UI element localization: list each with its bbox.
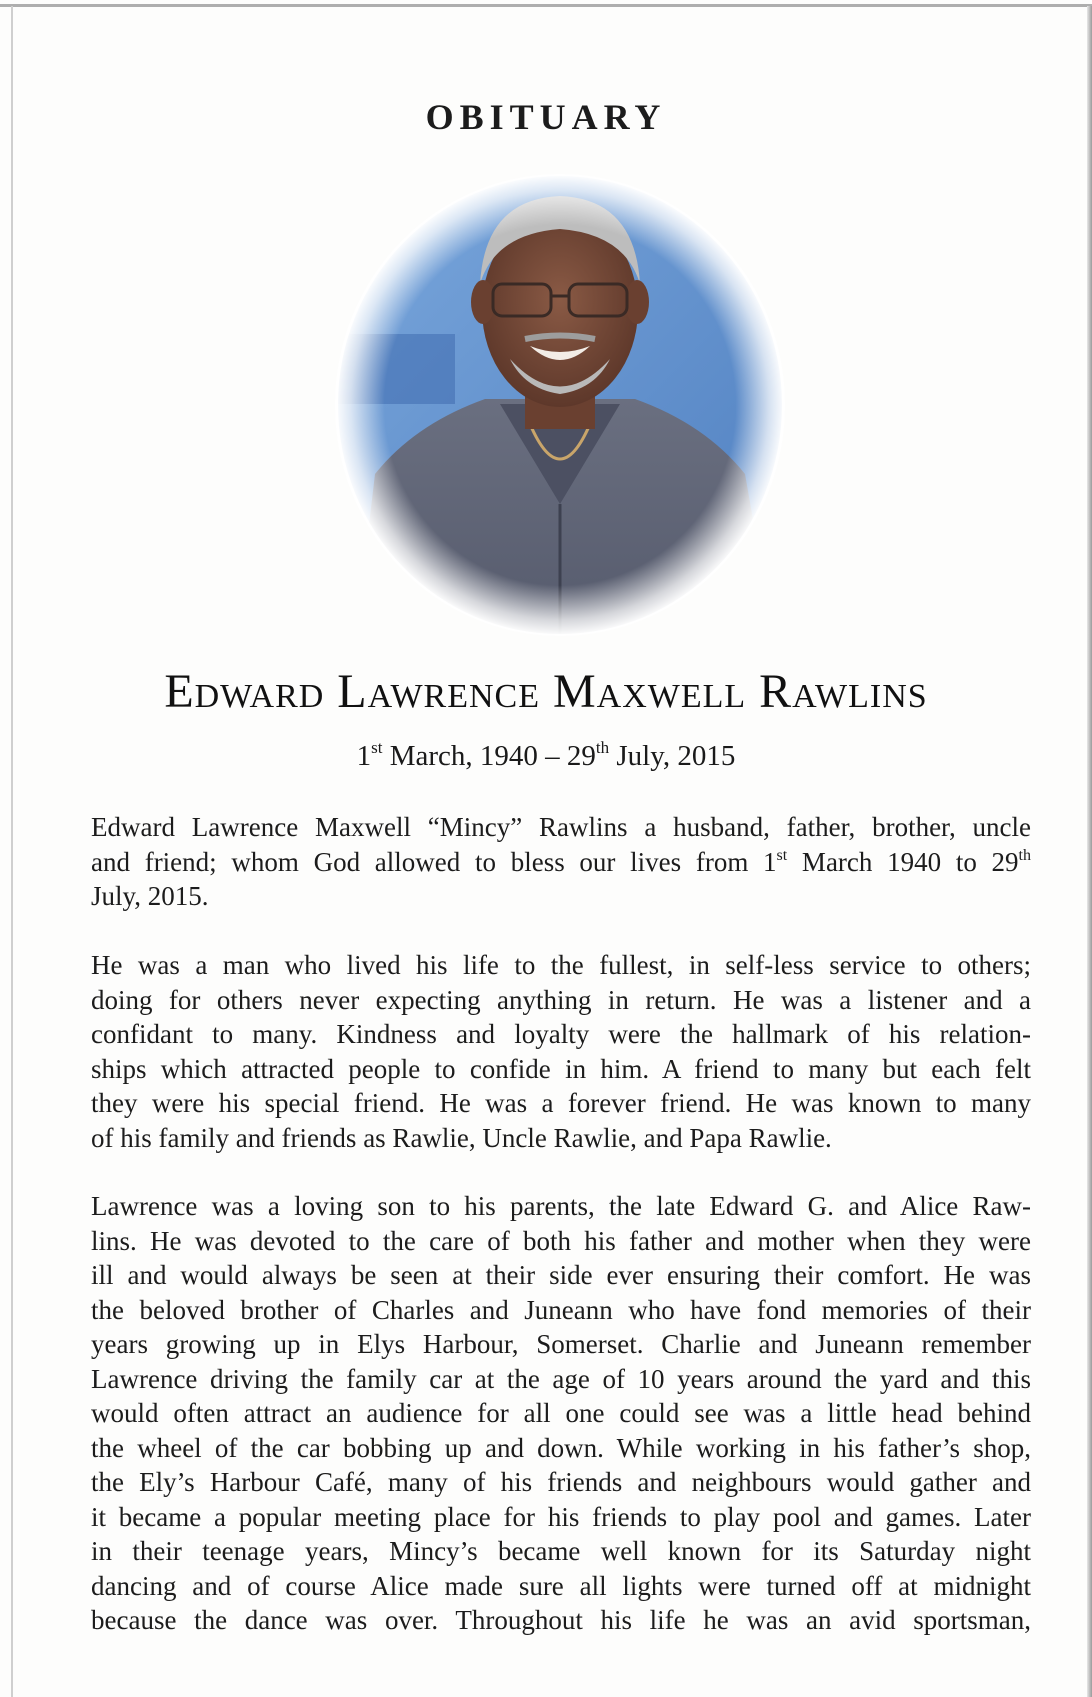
intro-line2-sup-1: st [776,846,788,864]
paragraph-line: confidant to many. Kindness and loyalty were the hallmark of his relation- [91,1019,1031,1049]
paragraph-line: ill and would always be seen at their side ever ensuring their comfort. He was [91,1260,1031,1290]
portrait-photo [335,174,785,636]
paragraph-line: in their teenage years, Mincy’s became well known for its Saturday night [91,1536,1031,1566]
paragraph-line: He was a man who lived his life to the fullest, in self-less service to others; [91,950,1031,980]
paragraph-line: ships which attracted people to confide in him. A friend to many but each felt [91,1053,1031,1084]
paragraph-line [91,845,1031,880]
scan-edge-left [11,6,13,1697]
paragraph-intro [91,810,1031,914]
paragraph-character [91,948,1031,1155]
paragraph-line: Edward Lawrence Maxwell “Mincy” Rawlins a husband, father, brother, uncle [91,812,1031,842]
birth-day-suffix: st [371,738,383,757]
scan-edge-top [0,4,1092,7]
paragraph-line: July, 2015. [91,881,209,911]
paragraph-line: of his family and friends as Rawlie, Uncle Rawlie, and Papa Rawlie. [91,1122,832,1153]
life-dates [0,740,1092,773]
paragraph-line: Lawrence was a loving son to his parents, the late Edward G. and Alice Raw- [91,1191,1031,1221]
paragraph-line: dancing and of course Alice made sure all lights were turned off at midnight [91,1570,1031,1601]
paragraph-line: they were his special friend. He was a forever friend. He was known to many [91,1088,1031,1118]
paragraph-line: would often attract an audience for all one could see was a little head behind [91,1398,1031,1428]
birth-day: 1 [356,740,372,772]
paragraph-line: doing for others never expecting anything in return. He was a listener and a [91,984,1031,1015]
deceased-name: Edward Lawrence Maxwell Rawlins [164,665,928,718]
page-heading: OBITUARY [425,97,667,137]
death-date-rest: July, 2015 [616,740,736,772]
paragraph-line: the beloved brother of Charles and Juneann who have fond memories of their [91,1294,1031,1325]
birth-date-rest: March, 1940 – [389,740,567,772]
paragraph-line: lins. He was devoted to the care of both his father and mother when they were [91,1225,1031,1256]
intro-line2-sup-2: th [1018,846,1031,864]
paragraph-line: Lawrence driving the family car at the age of 10 years around the yard and this [91,1363,1031,1394]
intro-line2-part-a: and friend; whom God allowed to bless our lives from 1 [91,846,777,877]
death-day-suffix: th [595,738,610,757]
paragraph-line: because the dance was over. Throughout his life he was an avid sportsman, [91,1605,1031,1635]
paragraph-line: the wheel of the car bobbing up and down. While working in his father’s shop, [91,1432,1031,1463]
paragraph-line: years growing up in Elys Harbour, Somerset. Charlie and Juneann remember [91,1329,1031,1359]
death-day: 29 [566,740,596,772]
scan-edge-right [1087,6,1092,1697]
paragraph-line: the Ely’s Harbour Café, many of his friends and neighbours would gather and [91,1467,1031,1497]
paragraph-family [91,1189,1031,1638]
intro-line2-part-b: March 1940 to 29 [787,846,1019,877]
paragraph-line: it became a popular meeting place for his friends to play pool and games. Later [91,1501,1031,1532]
